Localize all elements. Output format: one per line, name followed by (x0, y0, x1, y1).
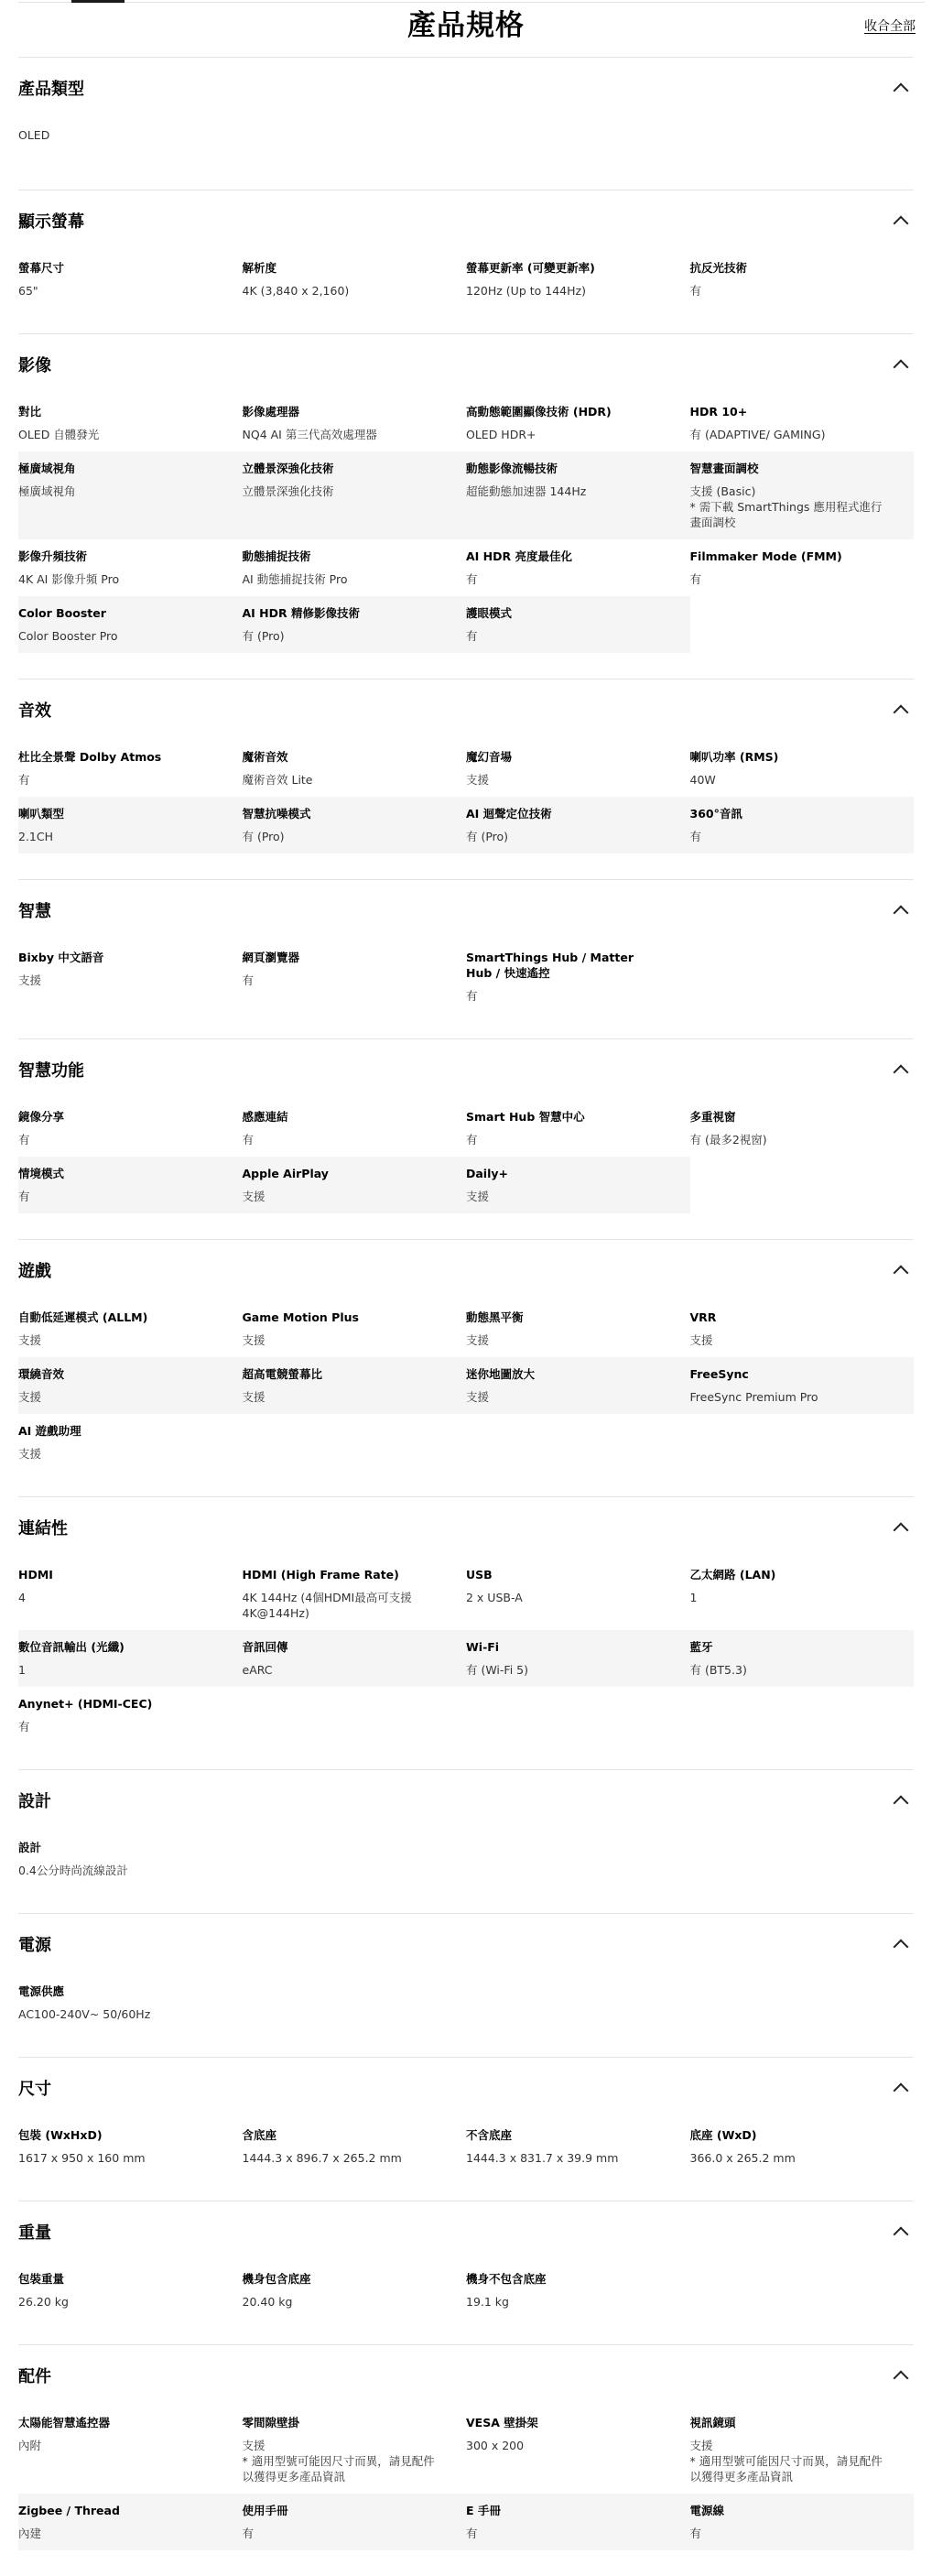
spec-item (466, 1157, 690, 1213)
spec-value: 有 (689, 2527, 702, 2540)
spec-item (466, 1100, 690, 1157)
spec-value: 1 (18, 1663, 26, 1677)
spec-label: 高動態範圍顯像技術 (HDR) (466, 405, 612, 418)
spec-value: 26.20 kg (18, 2295, 69, 2309)
spec-label: Filmmaker Mode (FMM) (689, 549, 842, 563)
spec-item (466, 1558, 690, 1630)
spec-label: 立體景深強化技術 (242, 462, 334, 475)
spec-label: AI 迴聲定位技術 (466, 807, 552, 821)
spec-value: 支援 (242, 1190, 266, 1203)
spec-section (18, 1038, 914, 1239)
spec-value: 支援 (18, 1390, 42, 1404)
spec-item (690, 451, 915, 539)
spec-item (466, 797, 690, 853)
spec-label: 藍牙 (689, 1640, 713, 1654)
spec-value: eARC (242, 1663, 273, 1677)
spec-value: 有 (466, 1133, 478, 1147)
spec-label: 動態捕捉技術 (242, 549, 311, 563)
section-title: 設計 (18, 1792, 51, 1811)
spec-item (243, 2406, 467, 2494)
spec-item (466, 251, 690, 308)
spec-section (18, 879, 914, 1038)
spec-item (18, 1157, 243, 1213)
spec-item (18, 1300, 243, 1357)
spec-value: OLED HDR+ (466, 428, 536, 441)
spec-label: 螢幕更新率 (可變更新率) (466, 261, 595, 275)
spec-item (243, 1558, 467, 1630)
spec-grid (18, 2406, 914, 2550)
spec-value: 支援 (242, 1390, 266, 1404)
spec-value: 4K AI 影像升頻 Pro (18, 572, 120, 586)
spec-label: 包裝 (WxHxD) (18, 2128, 103, 2142)
spec-label: 螢幕尺寸 (18, 261, 65, 275)
spec-value: 20.40 kg (242, 2295, 293, 2309)
section-title: 配件 (18, 2367, 51, 2386)
spec-section (18, 190, 914, 333)
spec-list (18, 57, 914, 2576)
spec-item (18, 1687, 243, 1744)
spec-value: 支援 (18, 1333, 42, 1347)
page-header (0, 0, 932, 57)
spec-section (18, 679, 914, 879)
spec-label: 零間隙壁掛 (242, 2416, 300, 2429)
spec-grid (18, 1100, 914, 1213)
spec-item (690, 395, 915, 451)
chevron-up-icon[interactable] (894, 1065, 909, 1081)
spec-label: 機身不包含底座 (466, 2272, 547, 2286)
spec-item (18, 118, 243, 164)
spec-value: 有 (18, 773, 30, 787)
spec-label: 電源線 (689, 2504, 725, 2517)
spec-item (690, 1558, 915, 1630)
spec-item (18, 2406, 243, 2494)
chevron-up-icon[interactable] (894, 2083, 909, 2099)
spec-value: 有 (689, 284, 702, 298)
spec-label: 動態黑平衡 (466, 1310, 524, 1324)
spec-value: 支援 (Basic) * 需下載 SmartThings 應用程式進行畫面調校 (689, 484, 883, 529)
section-header[interactable] (18, 2076, 914, 2100)
section-header[interactable] (18, 76, 914, 100)
spec-label: USB (466, 1568, 493, 1581)
spec-grid (18, 1558, 914, 1744)
chevron-up-icon[interactable] (894, 1523, 909, 1538)
spec-item (18, 1100, 243, 1157)
spec-label: 魔幻音場 (466, 750, 513, 764)
spec-label: Zigbee / Thread (18, 2504, 120, 2517)
spec-label: 太陽能智慧遙控器 (18, 2416, 111, 2429)
spec-section (18, 2344, 914, 2576)
section-header[interactable] (18, 698, 914, 722)
spec-item (466, 596, 690, 653)
spec-value: 極廣域視角 (18, 484, 76, 498)
section-header[interactable] (18, 1058, 914, 1081)
spec-label: 護眼模式 (466, 606, 513, 620)
chevron-up-icon[interactable] (894, 83, 909, 99)
section-title: 產品類型 (18, 80, 84, 99)
spec-label: Bixby 中文語音 (18, 951, 104, 964)
spec-label: Apple AirPlay (242, 1167, 329, 1180)
spec-value: 魔術音效 Lite (242, 773, 313, 787)
spec-label: 音訊回傳 (242, 1640, 288, 1654)
spec-label: 喇叭功率 (RMS) (689, 750, 779, 764)
spec-grid (18, 2262, 914, 2319)
spec-label: AI HDR 精修影像技術 (242, 606, 360, 620)
spec-item (18, 1357, 243, 1414)
spec-value: 支援 (466, 1190, 490, 1203)
spec-label: SmartThings Hub / Matter Hub / 快速遙控 (466, 951, 634, 980)
spec-value: 有 (242, 1133, 255, 1147)
spec-item (18, 1831, 243, 1887)
spec-label: Anynet+ (HDMI-CEC) (18, 1697, 153, 1711)
spec-label: Smart Hub 智慧中心 (466, 1110, 585, 1124)
spec-section (18, 333, 914, 679)
spec-label: 網頁瀏覽器 (242, 951, 300, 964)
section-title: 影像 (18, 356, 51, 375)
spec-value: 支援 (689, 1333, 713, 1347)
spec-value: 1 (689, 1591, 698, 1604)
spec-value: 366.0 x 265.2 mm (689, 2151, 796, 2165)
spec-grid (18, 395, 914, 653)
spec-value: 超能動態加速器 144Hz (466, 484, 587, 498)
spec-item (18, 1630, 243, 1687)
spec-item (690, 251, 915, 308)
spec-label: 智慧抗噪模式 (242, 807, 311, 821)
section-header[interactable] (18, 353, 914, 376)
spec-section (18, 2057, 914, 2201)
chevron-up-icon[interactable] (894, 2227, 909, 2243)
spec-label: 底座 (WxD) (689, 2128, 757, 2142)
spec-item (18, 740, 243, 797)
spec-value: 4K (3,840 x 2,160) (242, 284, 350, 298)
section-title: 智慧功能 (18, 1061, 84, 1081)
spec-value: 1444.3 x 896.7 x 265.2 mm (242, 2151, 402, 2165)
spec-label: HDR 10+ (689, 405, 748, 418)
spec-item (18, 1414, 243, 1471)
section-header[interactable] (18, 209, 914, 233)
page-title: 產品規格 (407, 9, 525, 42)
spec-value: AI 動態捕捉技術 Pro (242, 572, 348, 586)
spec-value: 有 (18, 1133, 30, 1147)
spec-value: 有 (18, 1190, 30, 1203)
spec-item (466, 1300, 690, 1357)
spec-label: 杜比全景聲 Dolby Atmos (18, 750, 162, 764)
spec-label: 影像升頻技術 (18, 549, 88, 563)
spec-label: Daily+ (466, 1167, 509, 1180)
spec-item (690, 1300, 915, 1357)
spec-item (243, 395, 467, 451)
spec-item (243, 1630, 467, 1687)
spec-item (18, 2262, 243, 2319)
spec-label: AI HDR 亮度最佳化 (466, 549, 572, 563)
spec-value: 立體景深強化技術 (242, 484, 334, 498)
spec-value: 支援 (466, 1390, 490, 1404)
spec-value: 支援 * 適用型號可能因尺寸而異，請見配件以獲得更多產品資訊 (689, 2439, 883, 2484)
spec-grid (18, 1831, 914, 1887)
spec-label: 影像處理器 (242, 405, 300, 418)
spec-item (243, 1300, 467, 1357)
chevron-up-icon[interactable] (894, 705, 909, 721)
spec-value: 有 (466, 2527, 478, 2540)
spec-value: 有 (Pro) (466, 830, 509, 843)
section-header[interactable] (18, 2220, 914, 2244)
spec-item (243, 1157, 467, 1213)
spec-item (18, 2118, 243, 2175)
spec-label: 極廣域視角 (18, 462, 76, 475)
spec-value: 4 (18, 1591, 26, 1604)
spec-item (466, 740, 690, 797)
spec-grid (18, 1974, 914, 2031)
chevron-up-icon[interactable] (894, 216, 909, 232)
spec-label: 對比 (18, 405, 42, 418)
spec-label: HDMI (High Frame Rate) (242, 1568, 399, 1581)
spec-label: 數位音訊輸出 (光纖) (18, 1640, 125, 1654)
spec-value: 有 (Pro) (242, 830, 285, 843)
spec-item (690, 797, 915, 853)
spec-value: 有 (466, 572, 478, 586)
spec-label: 鏡像分享 (18, 1110, 65, 1124)
spec-section (18, 2201, 914, 2344)
section-title: 連結性 (18, 1519, 68, 1538)
spec-item (466, 2262, 690, 2319)
chevron-up-icon[interactable] (894, 1940, 909, 1955)
spec-label: 含底座 (242, 2128, 277, 2142)
spec-label: 設計 (18, 1841, 42, 1854)
spec-item (466, 1357, 690, 1414)
spec-label: Wi-Fi (466, 1640, 500, 1654)
spec-item (243, 740, 467, 797)
spec-value: 有 (466, 989, 478, 1003)
spec-value: 有 (BT5.3) (689, 1663, 747, 1677)
spec-value: 有 (689, 572, 702, 586)
spec-item (18, 539, 243, 596)
spec-label: 機身包含底座 (242, 2272, 311, 2286)
spec-label: 感應連結 (242, 1110, 288, 1124)
spec-label: 環繞音效 (18, 1367, 65, 1381)
spec-label: 不含底座 (466, 2128, 513, 2142)
spec-item (243, 539, 467, 596)
spec-value: NQ4 AI 第三代高效處理器 (242, 428, 377, 441)
spec-label: 使用手冊 (242, 2504, 288, 2517)
spec-grid (18, 118, 914, 164)
spec-label: 動態影像流暢技術 (466, 462, 558, 475)
spec-item (466, 1630, 690, 1687)
spec-label: 視訊鏡頭 (689, 2416, 736, 2429)
spec-item (466, 539, 690, 596)
spec-value: 65" (18, 284, 38, 298)
spec-item (18, 2494, 243, 2550)
section-header[interactable] (18, 2364, 914, 2387)
spec-item (243, 451, 467, 539)
spec-label: FreeSync (689, 1367, 749, 1381)
spec-item (690, 2406, 915, 2494)
spec-value: 1617 x 950 x 160 mm (18, 2151, 146, 2165)
spec-item (243, 251, 467, 308)
collapse-all-button[interactable]: 收合全部 (864, 19, 916, 34)
section-header[interactable] (18, 1932, 914, 1956)
spec-value: 120Hz (Up to 144Hz) (466, 284, 586, 298)
spec-label: 迷你地圖放大 (466, 1367, 536, 1381)
spec-item (18, 1558, 243, 1630)
spec-value: 有 (689, 830, 702, 843)
spec-label: 情境模式 (18, 1167, 65, 1180)
spec-item (466, 2406, 690, 2494)
spec-label: 包裝重量 (18, 2272, 65, 2286)
spec-item (466, 940, 690, 1013)
spec-value: Color Booster Pro (18, 629, 118, 643)
spec-value: 有 (最多2視窗) (689, 1133, 767, 1147)
spec-value: 內附 (18, 2439, 42, 2452)
section-title: 智慧 (18, 902, 51, 921)
spec-value: 19.1 kg (466, 2295, 509, 2309)
spec-grid (18, 2118, 914, 2175)
spec-section (18, 1913, 914, 2057)
spec-value: 支援 (466, 1333, 490, 1347)
spec-item (243, 1357, 467, 1414)
section-title: 顯示螢幕 (18, 212, 84, 232)
spec-label: Game Motion Plus (242, 1310, 359, 1324)
spec-value: 4K 144Hz (4個HDMI最高可支援4K@144Hz) (242, 1591, 412, 1620)
chevron-up-icon[interactable] (894, 2371, 909, 2386)
spec-value: 有 (Pro) (242, 629, 285, 643)
spec-section (18, 57, 914, 190)
spec-item (18, 797, 243, 853)
chevron-up-icon[interactable] (894, 906, 909, 921)
spec-label: VRR (689, 1310, 717, 1324)
spec-value: 有 (242, 2527, 255, 2540)
spec-value: 內建 (18, 2527, 42, 2540)
spec-value: 有 (18, 1720, 30, 1734)
spec-value: 有 (Wi-Fi 5) (466, 1663, 528, 1677)
chevron-up-icon[interactable] (894, 360, 909, 375)
spec-item (466, 395, 690, 451)
spec-value: 支援 (466, 773, 490, 787)
spec-label: 多重視窗 (689, 1110, 736, 1124)
spec-label: 360°音訊 (689, 807, 742, 821)
spec-grid (18, 740, 914, 853)
spec-value: 300 x 200 (466, 2439, 525, 2452)
spec-label: 喇叭類型 (18, 807, 65, 821)
spec-item (18, 451, 243, 539)
spec-item (18, 395, 243, 451)
spec-label: AI 遊戲助理 (18, 1424, 81, 1438)
spec-value: 2 x USB-A (466, 1591, 523, 1604)
section-title: 音效 (18, 701, 51, 721)
spec-item (243, 1100, 467, 1157)
spec-item (466, 451, 690, 539)
spec-item (690, 539, 915, 596)
spec-value: 支援 * 適用型號可能因尺寸而異，請見配件以獲得更多產品資訊 (242, 2439, 435, 2484)
spec-value: 1444.3 x 831.7 x 39.9 mm (466, 2151, 619, 2165)
spec-item (466, 2494, 690, 2550)
spec-item (243, 596, 467, 653)
spec-label: HDMI (18, 1568, 53, 1581)
spec-label: 自動低延遲模式 (ALLM) (18, 1310, 148, 1324)
chevron-up-icon[interactable] (894, 1266, 909, 1281)
spec-item (243, 940, 467, 1013)
spec-value: 支援 (18, 1447, 42, 1461)
spec-grid (18, 940, 914, 1013)
spec-item (18, 940, 243, 1013)
spec-value: 有 (ADAPTIVE/ GAMING) (689, 428, 826, 441)
spec-value: OLED (18, 128, 50, 142)
spec-value: 支援 (242, 1333, 266, 1347)
section-header[interactable] (18, 898, 914, 922)
spec-value: 2.1CH (18, 830, 54, 843)
spec-value: 有 (466, 629, 478, 643)
spec-label: 抗反光技術 (689, 261, 748, 275)
spec-label: 魔術音效 (242, 750, 288, 764)
spec-item (243, 2262, 467, 2319)
spec-value: FreeSync Premium Pro (689, 1390, 818, 1404)
section-header[interactable] (18, 1516, 914, 1539)
section-title: 遊戲 (18, 1262, 51, 1281)
spec-item (690, 1630, 915, 1687)
spec-value: 40W (689, 773, 716, 787)
spec-value: AC100-240V~ 50/60Hz (18, 2007, 151, 2021)
chevron-up-icon[interactable] (894, 1796, 909, 1811)
spec-item (243, 2118, 467, 2175)
spec-item (18, 1974, 243, 2031)
spec-item (18, 251, 243, 308)
spec-label: 乙太網路 (LAN) (689, 1568, 776, 1581)
spec-item (243, 797, 467, 853)
spec-value: 有 (242, 973, 255, 987)
spec-item (690, 1100, 915, 1157)
spec-grid (18, 251, 914, 308)
spec-value: 0.4公分時尚流線設計 (18, 1864, 128, 1877)
spec-item (243, 2494, 467, 2550)
spec-item (18, 596, 243, 653)
spec-value: 支援 (18, 973, 42, 987)
section-header[interactable] (18, 1258, 914, 1282)
spec-label: 智慧畫面調校 (689, 462, 759, 475)
section-title: 重量 (18, 2223, 51, 2243)
spec-label: 解析度 (242, 261, 277, 275)
section-header[interactable] (18, 1788, 914, 1812)
section-title: 電源 (18, 1936, 51, 1955)
spec-item (690, 2494, 915, 2550)
spec-section (18, 1496, 914, 1769)
spec-item (466, 2118, 690, 2175)
spec-label: 電源供應 (18, 1984, 65, 1998)
spec-label: E 手冊 (466, 2504, 501, 2517)
spec-item (690, 740, 915, 797)
spec-value: OLED 自體發光 (18, 428, 100, 441)
spec-label: Color Booster (18, 606, 106, 620)
spec-label: 超高電競螢幕比 (242, 1367, 323, 1381)
section-title: 尺寸 (18, 2080, 51, 2099)
spec-label: VESA 壁掛架 (466, 2416, 538, 2429)
spec-section (18, 1239, 914, 1496)
spec-item (690, 2118, 915, 2175)
spec-section (18, 1769, 914, 1913)
spec-item (690, 1357, 915, 1414)
spec-grid (18, 1300, 914, 1471)
